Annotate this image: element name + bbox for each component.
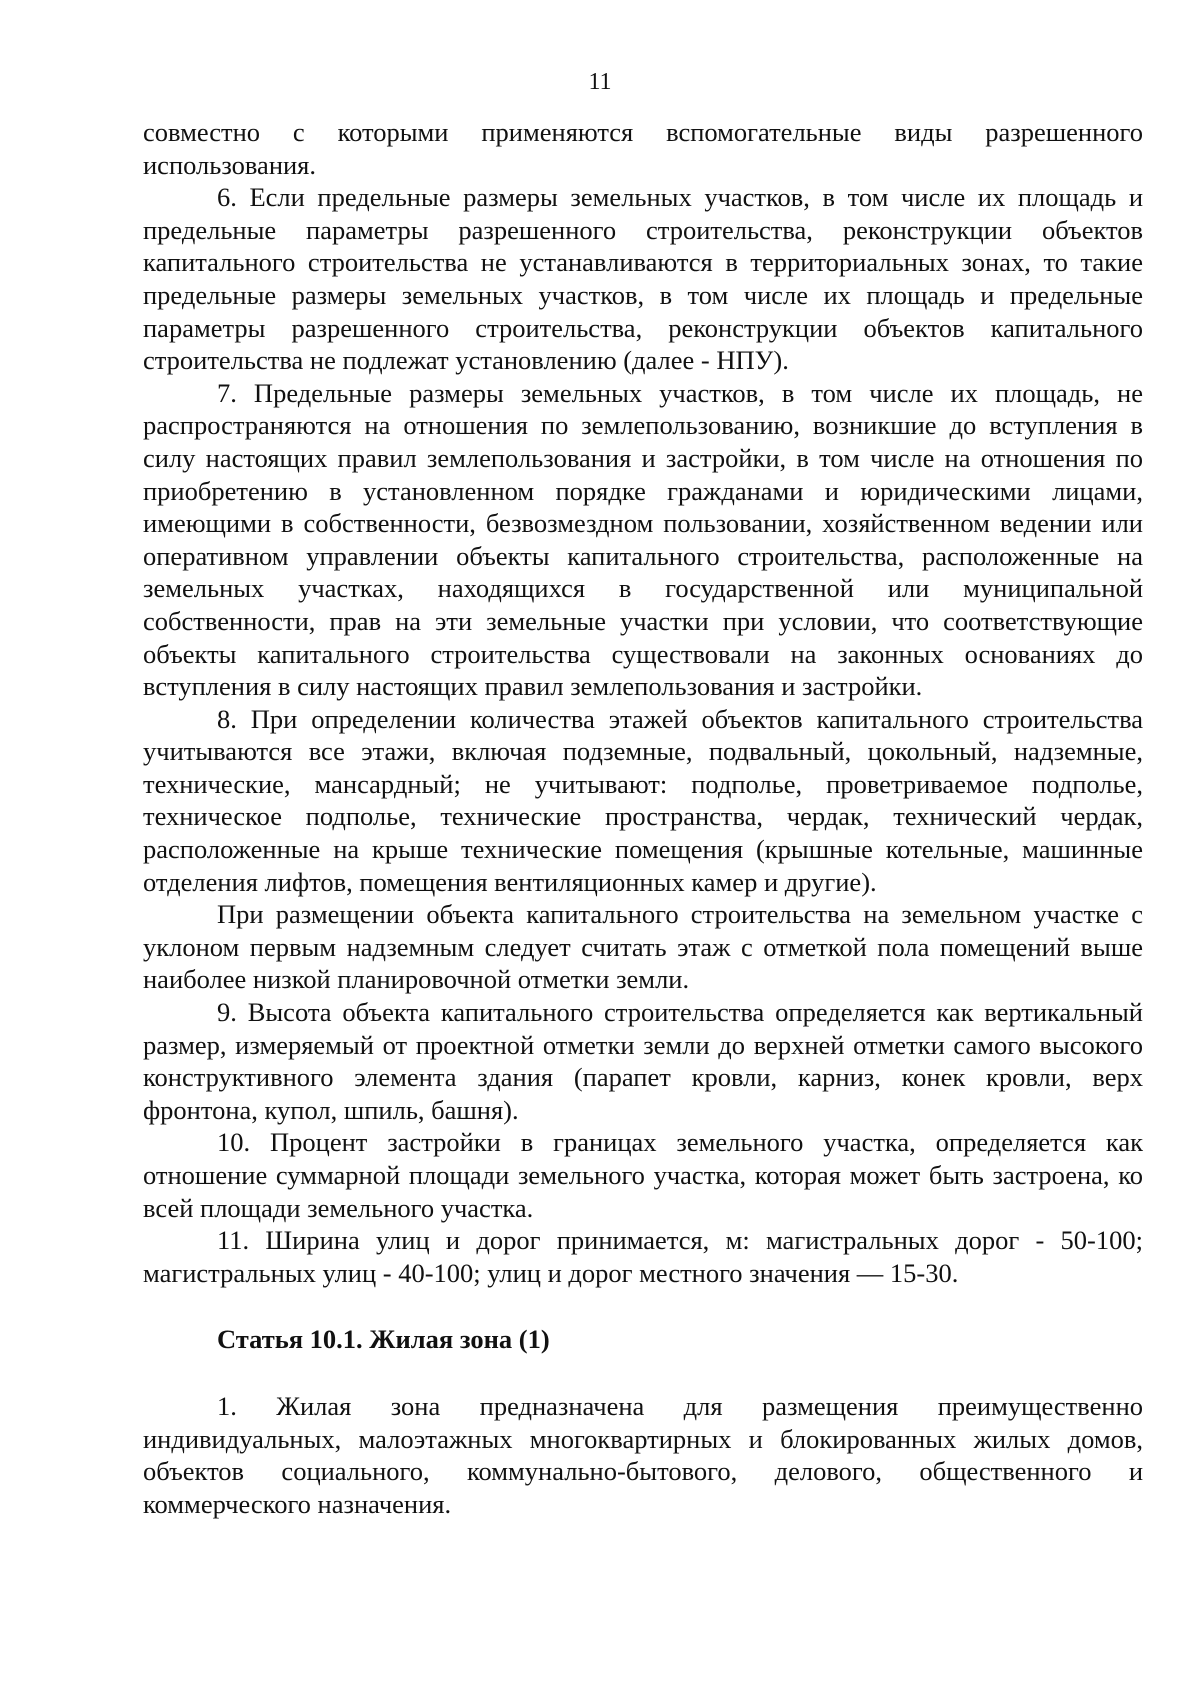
page-number: 11 bbox=[588, 69, 612, 95]
section-heading: Статья 10.1. Жилая зона (1) bbox=[217, 1324, 550, 1355]
paragraph-item-10: 10. Процент застройки в границах земельного участка, определяется как отношение суммарной площади земельного участка, которая может быть застроена, ко всей площади земельного участка. bbox=[143, 1127, 1143, 1223]
paragraph-item-8: 8. При определении количества этажей объектов капитального строительства учитываются все этажи, включая подземные, подвальный, цокольный, надземные, технические, мансардный; не учитывают: подполье, проветриваемое подполье, техническое подполье, технические пространства, чердак, технический чердак, расположенные на крыше технические помещения (крышные котельные, машинные отделения лифтов, помещения вентиляционных камер и другие). bbox=[143, 703, 1143, 897]
paragraph-item-9: 9. Высота объекта капитального строительства определяется как вертикальный размер, измеряемый от проектной отметки земли до верхней отметки самого высокого конструктивного элемента здания (парапет кровли, карниз, конек кровли, верх фронтона, купол, шпиль, башня). bbox=[143, 997, 1143, 1125]
paragraph-zone-item-1: 1. Жилая зона предназначена для размещения преимущественно индивидуальных, малоэтажных многоквартирных и блокированных жилых домов, объектов социального, коммунально-бытового, делового, общественного и коммерческого назначения. bbox=[143, 1390, 1143, 1519]
paragraph-item-7: 7. Предельные размеры земельных участков, в том числе их площадь, не распространяются на отношения по землепользованию, возникшие до вступления в силу настоящих правил землепользования и застройки, в том числе на отношения по приобретению в установленном порядке гражданами и юридическими лицами, имеющими в собственности, безвозмездном пользовании, хозяйственном ведении или оперативном управлении объекты капитального строительства, расположенные на земельных участках, находящихся в государственной или муниципальной собственности, прав на эти земельные участки при условии, что соответствующие объекты капитального строительства существовали на законных основаниях до вступления в силу настоящих правил землепользования и застройки. bbox=[143, 377, 1143, 702]
paragraph-item-6: 6. Если предельные размеры земельных участков, в том числе их площадь и предельные параметры разрешенного строительства, реконструкции объектов капитального строительства не устанавливаются в территориальных зонах, то такие предельные размеры земельных участков, в том числе их площадь и предельные параметры разрешенного строительства, реконструкции объектов капитального строительства не подлежат установлению (далее - НПУ). bbox=[143, 182, 1143, 376]
document-body bbox=[143, 116, 1143, 1520]
paragraph-item-8-sub: При размещении объекта капитального строительства на земельном участке с уклоном первым надземным следует считать этаж с отметкой пола помещений выше наиболее низкой планировочной отметки земли. bbox=[143, 899, 1143, 995]
paragraph-continuation: совместно с которыми применяются вспомогательные виды разрешенного использования. bbox=[143, 117, 1143, 180]
paragraph-item-11: 11. Ширина улиц и дорог принимается, м: магистральных дорог - 50-100; магистральных улиц - 40-100; улиц и дорог местного значения — 15-30. bbox=[143, 1225, 1143, 1288]
